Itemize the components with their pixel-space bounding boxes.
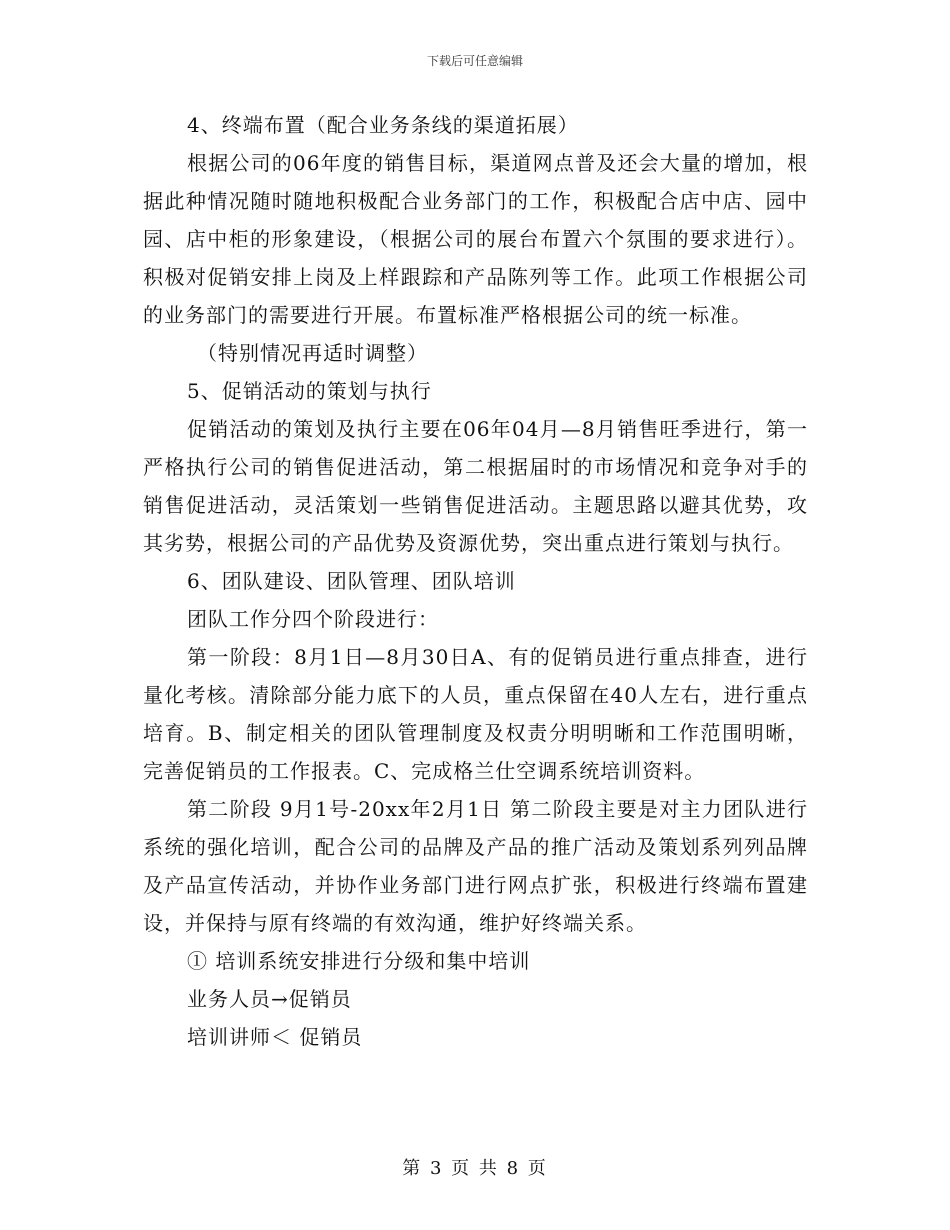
- paragraph-4: 5、促销活动的策划与执行: [187, 379, 432, 403]
- paragraph-3: （特别情况再适时调整）: [197, 341, 428, 365]
- paragraph-1: 4、终端布置（配合业务条线的渠道拓展）: [187, 113, 579, 137]
- paragraph-11: 业务人员→促销员: [187, 987, 352, 1011]
- paragraph-2: 根据公司的06年度的销售目标，渠道网点普及还会大量的增加，根据此种情况随时随地积极配合业务部门的工作，积极配合店中店、园中园、店中柜的形象建设，（根据公司的展台布置六个氛围的要求进行）。积极对促销安排上岗及上样跟踪和产品陈列等工作。此项工作根据公司的业务部门的需要进行开展。布置标准严格根据公司的统一标准。: [143, 151, 808, 327]
- paragraph-6: 6、团队建设、团队管理、团队培训: [187, 569, 516, 593]
- paragraph-8: 第一阶段：8月1日—8月30日A、有的促销员进行重点排查，进行量化考核。清除部分能力底下的人员，重点保留在40人左右，进行重点培育。B、制定相关的团队管理制度及权责分明明晰和工作范围明晰，完善促销员的工作报表。C、完成格兰仕空调系统培训资料。: [143, 645, 808, 783]
- paragraph-7: 团队工作分四个阶段进行：: [187, 607, 439, 631]
- document-body: [143, 106, 808, 1056]
- page-footer: 第 3 页 共 8 页: [402, 1158, 548, 1179]
- paragraph-10: ① 培训系统安排进行分级和集中培训: [187, 949, 531, 973]
- paragraph-12: 培训讲师＜ 促销员: [187, 1025, 363, 1049]
- paragraph-9: 第二阶段 9月1号-20xx年2月1日 第二阶段主要是对主力团队进行系统的强化培训，配合公司的品牌及产品的推广活动及策划系列列品牌及产品宣传活动，并协作业务部门进行网点扩张，积极进行终端布置建设，并保持与原有终端的有效沟通，维护好终端关系。: [143, 797, 808, 935]
- paragraph-5: 促销活动的策划及执行主要在06年04月—8月销售旺季进行，第一严格执行公司的销售促进活动，第二根据届时的市场情况和竞争对手的销售促进活动，灵活策划一些销售促进活动。主题思路以避其优势，攻其劣势，根据公司的产品优势及资源优势，突出重点进行策划与执行。: [143, 417, 808, 555]
- page-header: 下载后可任意编辑: [426, 54, 523, 68]
